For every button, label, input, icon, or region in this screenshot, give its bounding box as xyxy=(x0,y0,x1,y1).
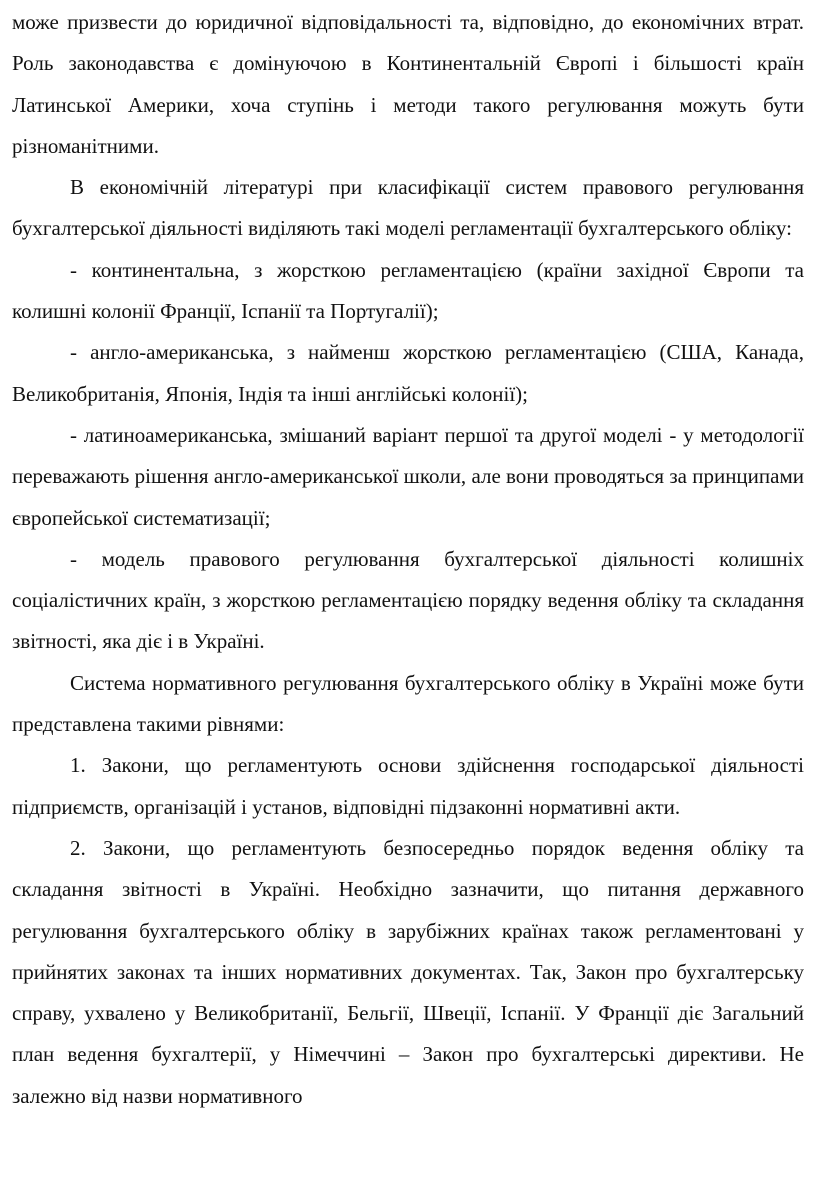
list-item-level-2: 2. Закони, що регламентують безпосередньо порядок ведення обліку та складання звітності в Україні. Необхідно зазначити, що питання державного регулювання бухгалтерського обліку в зарубіжних країнах також регламентовані у прийнятих законах та інших нормативних документах. Так, Закон про бухгалтерську справу, ухвалено у Великобританії, Бельгії, Швеції, Іспанії. У Франції діє Загальний план ведення бухгалтерії, у Німеччині – Закон про бухгалтерські директиви. Не залежно від назви нормативного xyxy=(12,835,804,1108)
list-item-anglo-american: - англо-американська, з найменш жорсткою регламентацією (США, Канада, Великобританія, Японія, Індія та інші англійські колонії); xyxy=(12,340,804,406)
document-page xyxy=(12,2,804,1117)
list-item-continental: - континентальна, з жорсткою регламентацією (країни західної Європи та колишні колонії Франції, Іспанії та Португалії); xyxy=(12,257,804,324)
paragraph-liability: може призвести до юридичної відповідальності та, відповідно, до економічних втрат. Роль законодавства є домінуючою в Континентальній Європі і більшості країн Латинської Америки, хоча ступінь і методи такого регулювання можуть бути різноманітними. xyxy=(12,10,804,158)
list-item-socialist: - модель правового регулювання бухгалтерської діяльності колишніх соціалістичних країн, з жорсткою регламентацією порядку ведення обліку та складання звітності, яка діє і в Україні. xyxy=(12,546,804,654)
paragraph-system-levels-intro: Система нормативного регулювання бухгалтерського обліку в Україні може бути представлена такими рівнями: xyxy=(12,670,804,737)
list-item-latin-american: - латиноамериканська, змішаний варіант першої та другої моделі - у методології переважають рішення англо-американської школи, але вони проводяться за принципами європейської систематизації; xyxy=(12,422,804,530)
list-item-level-1: 1. Закони, що регламентують основи здійснення господарської діяльності підприємств, організацій і установ, відповідні підзаконні нормативні акти. xyxy=(12,753,804,819)
paragraph-classification-intro: В економічній літературі при класифікації систем правового регулювання бухгалтерської діяльності виділяють такі моделі регламентації бухгалтерського обліку: xyxy=(12,175,804,241)
